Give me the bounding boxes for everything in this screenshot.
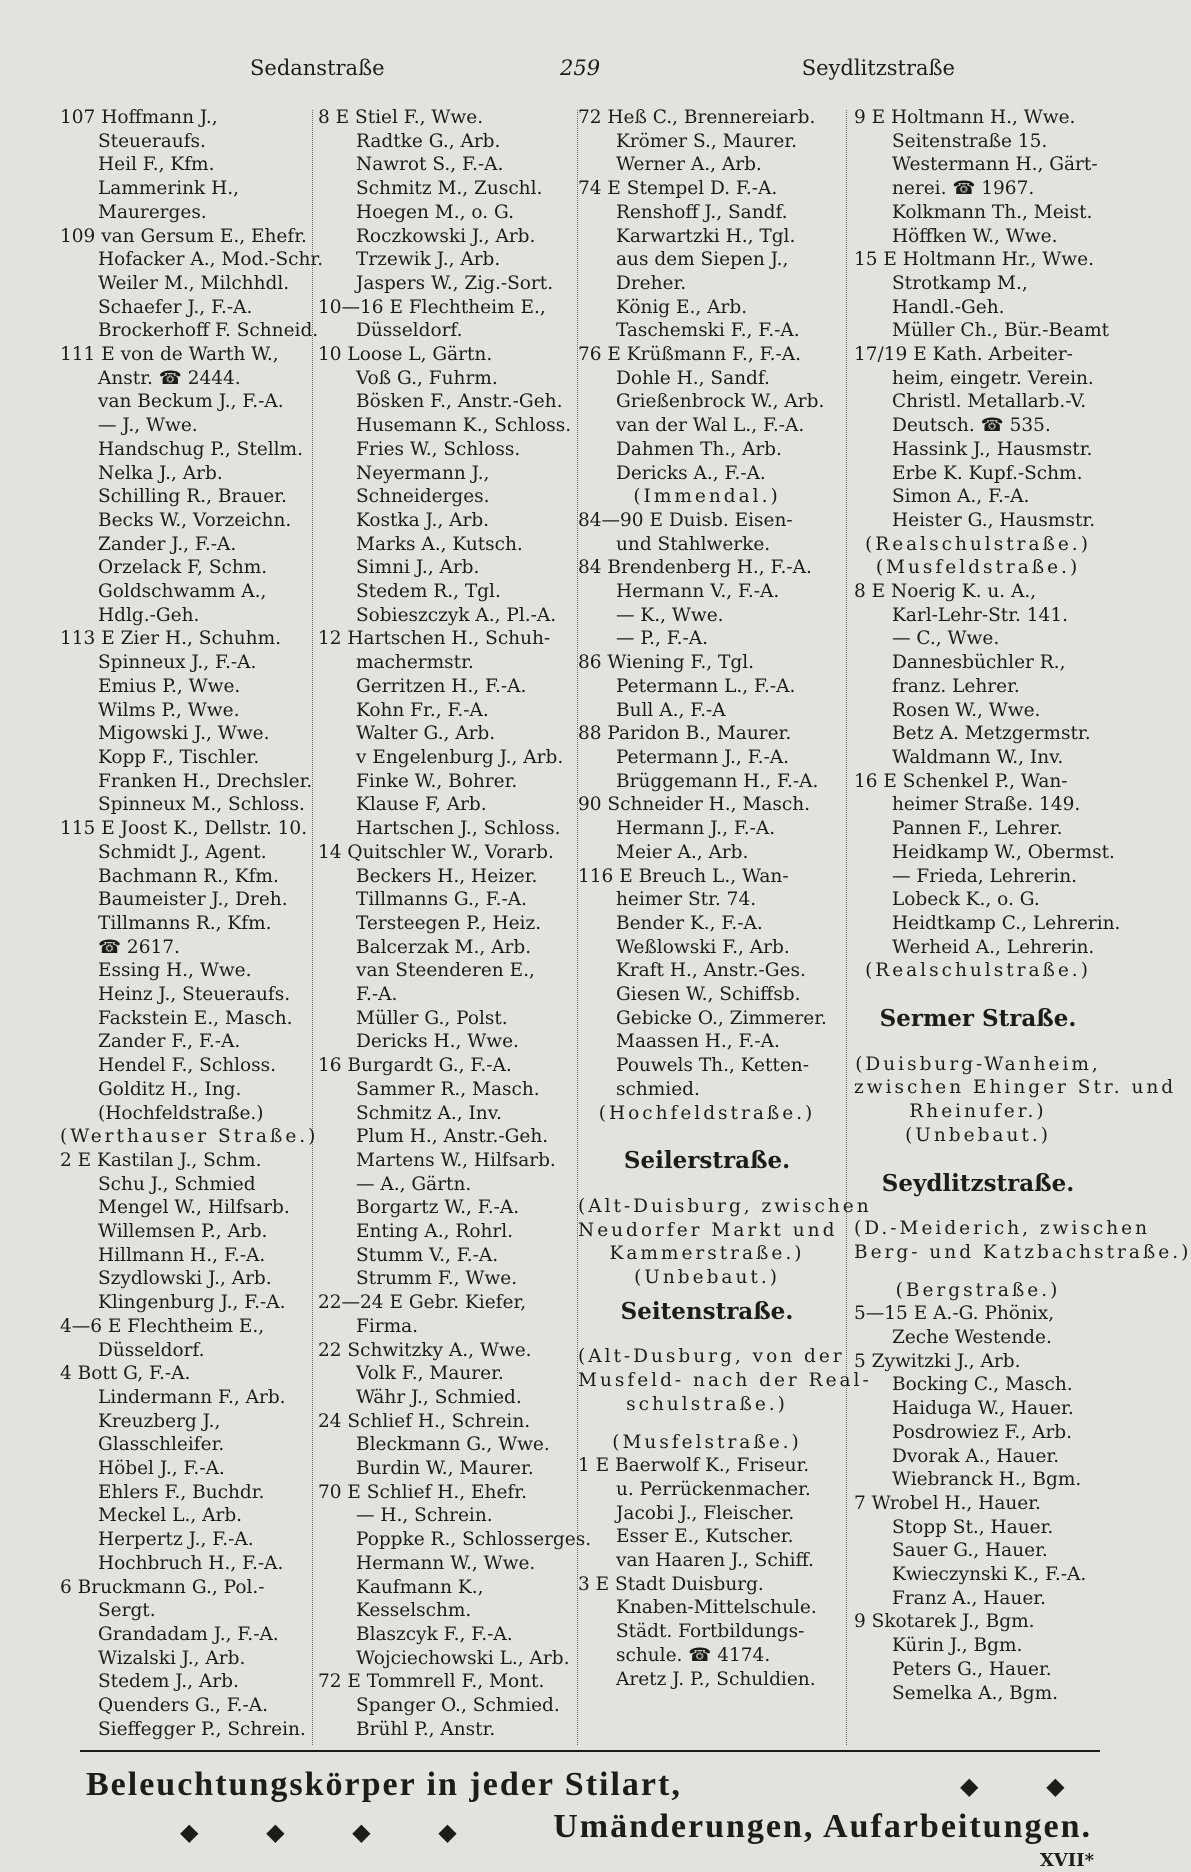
directory-entry: Marks A., Kutsch. — [356, 533, 523, 555]
spacer — [578, 1417, 836, 1431]
directory-entry: Knaben-Mittelschule. — [616, 1597, 817, 1619]
street-note: (Duisburg-Wanheim, — [855, 1053, 1101, 1075]
directory-entry: Hochbruch H., F.-A. — [98, 1552, 284, 1574]
directory-entry: Karl-Lehr-Str. 141. — [892, 604, 1068, 626]
directory-entry: van Beckum J., F.-A. — [98, 391, 284, 413]
directory-entry: Rosen W., Wwe. — [892, 699, 1041, 721]
directory-entry: Haiduga W., Hauer. — [892, 1398, 1074, 1420]
directory-entry: Schmitz M., Zuschl. — [356, 178, 543, 200]
directory-entry: 113 E Zier H., Schuhm. — [60, 628, 281, 650]
directory-entry: Baumeister J., Dreh. — [98, 889, 288, 911]
directory-entry: u. Perrückenmacher. — [616, 1478, 811, 1500]
directory-entry: Stopp St., Hauer. — [892, 1516, 1054, 1538]
directory-entry: Dericks H., Wwe. — [356, 1031, 519, 1053]
directory-entry: Pouwels Th., Ketten- — [616, 1055, 809, 1077]
directory-entry: Brockerhoff F. Schneid. — [98, 320, 319, 342]
directory-entry: Schilling R., Brauer. — [98, 486, 287, 508]
directory-entry: Poppke R., Schlosserges. — [356, 1529, 592, 1551]
directory-entry: Kwieczynski K., F.-A. — [892, 1564, 1087, 1586]
directory-entry: Sauer G., Hauer. — [892, 1540, 1048, 1562]
spacer — [854, 983, 1102, 997]
directory-entry: Quenders G., F.-A. — [98, 1695, 269, 1717]
directory-entry: Giesen W., Schiffsb. — [616, 984, 801, 1006]
directory-entry: 72 E Tommrell F., Mont. — [318, 1671, 545, 1693]
directory-entry: 9 E Holtmann H., Wwe. — [854, 107, 1076, 128]
signature-mark: XVII* — [1039, 1850, 1094, 1871]
directory-entry: Dahmen Th., Arb. — [616, 438, 782, 460]
directory-entry: Brüggemann H., F.-A. — [616, 770, 819, 792]
directory-entry: Goldschwamm A., — [98, 581, 267, 603]
directory-entry: 88 Paridon B., Maurer. — [578, 723, 792, 745]
directory-entry: — C., Wwe. — [892, 628, 1000, 650]
page-header — [100, 56, 1110, 90]
street-note: Berg- und Katzbachstraße.) — [854, 1241, 1191, 1263]
directory-entry: Müller G., Polst. — [356, 1007, 508, 1029]
ornament-diamonds: ◆ ◆ — [960, 1772, 1095, 1800]
street-heading: Seitenstraße. — [620, 1297, 794, 1325]
street-note: Kammerstraße.) — [609, 1243, 805, 1265]
directory-entry: Sergt. — [98, 1600, 156, 1622]
directory-entry: 6 Bruckmann G., Pol.- — [60, 1576, 265, 1598]
directory-entry: Meier A., Arb. — [616, 841, 749, 863]
directory-entry: Zander J., F.-A. — [98, 533, 237, 555]
directory-entry: Zander F., F.-A. — [98, 1031, 241, 1053]
directory-entry: Heister G., Hausmstr. — [892, 509, 1096, 531]
street-note: (Realschulstraße.) — [865, 533, 1091, 555]
spacer — [578, 1125, 836, 1139]
directory-entry: 22—24 E Gebr. Kiefer, — [318, 1292, 527, 1314]
directory-entry: heim, eingetr. Verein. — [892, 367, 1094, 389]
directory-entry: 7 Wrobel H., Hauer. — [854, 1492, 1041, 1514]
directory-entry: 15 E Holtmann Hr., Wwe. — [854, 249, 1094, 271]
directory-entry: Höffken W., Wwe. — [892, 225, 1058, 247]
directory-entry: Simon A., F.-A. — [892, 486, 1030, 508]
directory-entry: Hermann J., F.-A. — [616, 818, 776, 840]
directory-entry: Spanger O., Schmied. — [356, 1695, 560, 1717]
directory-entry: Mengel W., Hilfsarb. — [98, 1197, 290, 1219]
directory-entry: — K., Wwe. — [616, 604, 724, 626]
directory-entry: Stumm V., F.-A. — [356, 1244, 499, 1266]
directory-entry: Klause F, Arb. — [356, 794, 487, 816]
directory-entry: Christl. Metallarb.-V. — [892, 391, 1087, 413]
directory-entry: Semelka A., Bgm. — [892, 1682, 1059, 1704]
directory-entry: Lammerink H., — [98, 178, 240, 200]
directory-entry: 12 Hartschen H., Schuh- — [318, 628, 551, 650]
directory-entry: Hermann W., Wwe. — [356, 1552, 536, 1574]
street-note: (Bergstraße.) — [895, 1279, 1061, 1301]
street-note: Neudorfer Markt und — [578, 1219, 838, 1241]
directory-entry: Dohle H., Sandf. — [616, 367, 770, 389]
directory-entry: Betz A. Metzgermstr. — [892, 723, 1091, 745]
directory-entry: Schmitz A., Inv. — [356, 1102, 502, 1124]
directory-entry: Kesselschm. — [356, 1600, 472, 1622]
directory-entry: 16 Burgardt G., F.-A. — [318, 1055, 512, 1077]
directory-entry: 76 E Krüßmann F., F.-A. — [578, 344, 801, 366]
directory-entry: Waldmann W., Inv. — [892, 746, 1064, 768]
directory-entry: Trzewik J., Arb. — [356, 249, 501, 271]
street-note: (Musfeldstraße.) — [875, 557, 1081, 579]
directory-entry: F.-A. — [356, 984, 398, 1006]
directory-entry: Willemsen P., Arb. — [98, 1221, 268, 1243]
directory-entry: Hassink J., Hausmstr. — [892, 438, 1093, 460]
directory-entry: Bösken F., Anstr.-Geh. — [356, 391, 563, 413]
street-heading: Sermer Straße. — [879, 1005, 1077, 1033]
directory-entry: Pannen F., Lehrer. — [892, 818, 1063, 840]
column-divider — [846, 110, 847, 1745]
directory-entry: Stedem J., Arb. — [98, 1671, 239, 1693]
spacer — [578, 1331, 836, 1345]
directory-entry: Taschemski F., F.-A. — [616, 320, 800, 342]
directory-entry: Schneiderges. — [356, 486, 490, 508]
directory-entry: Hermann V., F.-A. — [616, 581, 780, 603]
directory-entry: Hillmann H., F.-A. — [98, 1244, 266, 1266]
directory-entry: Nawrot S., F.-A. — [356, 154, 504, 176]
directory-entry: und Stahlwerke. — [616, 533, 771, 555]
directory-column-1 — [60, 106, 324, 1746]
directory-entry: Peters G., Hauer. — [892, 1658, 1052, 1680]
directory-entry: 70 E Schlief H., Ehefr. — [318, 1481, 527, 1503]
directory-entry: Hdlg.-Geh. — [98, 604, 200, 626]
directory-entry: Weiler M., Milchhdl. — [98, 272, 290, 294]
directory-entry: Sieffegger P., Schrein. — [98, 1718, 306, 1740]
directory-entry: Dericks A., F.-A. — [616, 462, 766, 484]
directory-entry: Hendel F., Schloss. — [98, 1055, 277, 1077]
directory-entry: Maurerges. — [98, 201, 207, 223]
directory-column-4 — [854, 106, 1191, 1746]
directory-entry: Hoegen M., o. G. — [356, 201, 514, 223]
directory-entry: Borgartz W., F.-A. — [356, 1197, 520, 1219]
directory-column-3 — [578, 106, 872, 1746]
spacer — [578, 1181, 836, 1195]
directory-entry: Bleckmann G., Wwe. — [356, 1434, 550, 1456]
directory-entry: Düsseldorf. — [356, 320, 463, 342]
directory-entry: Zeche Westende. — [892, 1327, 1052, 1349]
directory-entry: — P., F.-A. — [616, 628, 709, 650]
street-note: (Musfelstraße.) — [612, 1431, 802, 1453]
directory-entry: Grandadam J., F.-A. — [98, 1624, 279, 1645]
directory-entry: Klingenburg J., F.-A. — [98, 1292, 286, 1314]
directory-entry: Heidtkamp C., Lehrerin. — [892, 912, 1121, 934]
directory-entry: Bull A., F.-A — [616, 699, 726, 721]
header-right-street: Seydlitzstraße — [801, 56, 955, 80]
directory-entry: Lindermann F., Arb. — [98, 1386, 286, 1408]
directory-entry: Franz A., Hauer. — [892, 1587, 1046, 1609]
directory-entry: — H., Schrein. — [356, 1505, 493, 1527]
street-note: Rheinufer.) — [909, 1101, 1047, 1123]
directory-entry: Schaefer J., F.-A. — [98, 296, 253, 318]
directory-entry: Fackstein E., Masch. — [98, 1007, 293, 1029]
directory-entry: 109 van Gersum E., Ehefr. — [60, 225, 307, 247]
street-note: (Realschulstraße.) — [865, 960, 1091, 982]
directory-entry: Dvorak A., Hauer. — [892, 1445, 1060, 1467]
street-note: (Unbebaut.) — [905, 1124, 1051, 1146]
spacer — [854, 1265, 1102, 1279]
directory-entry: Simni J., Arb. — [356, 557, 480, 579]
directory-entry: Franken H., Drechsler. — [98, 770, 313, 792]
directory-entry: Jacobi J., Fleischer. — [616, 1502, 795, 1524]
directory-entry: Esser E., Kutscher. — [616, 1526, 794, 1548]
directory-entry: 16 E Schenkel P., Wan- — [854, 770, 1068, 792]
directory-entry: Lobeck K., o. G. — [892, 889, 1040, 911]
directory-entry: Heinz J., Steueraufs. — [98, 984, 291, 1006]
street-note: (Alt-Dusburg, von der — [578, 1346, 845, 1368]
directory-entry: van Steenderen E., — [356, 960, 535, 982]
directory-entry: Schu J., Schmied — [98, 1173, 256, 1195]
directory-entry: Blaszcyk F., F.-A. — [356, 1624, 513, 1645]
page-number: 259 — [560, 56, 601, 80]
directory-entry: nerei. ☎ 1967. — [892, 178, 1035, 200]
directory-entry: Radtke G., Arb. — [356, 130, 501, 152]
directory-entry: Kohn Fr., F.-A. — [356, 699, 489, 721]
directory-entry: 10—16 E Flechtheim E., — [318, 296, 546, 318]
directory-entry: 84—90 E Duisb. Eisen- — [578, 509, 793, 531]
directory-entry: Werheid A., Lehrerin. — [892, 936, 1095, 958]
directory-entry: Wizalski J., Arb. — [98, 1647, 246, 1669]
directory-entry: 86 Wiening F., Tgl. — [578, 652, 755, 674]
directory-entry: heimer Straße. 149. — [892, 794, 1081, 816]
directory-entry: Sobieszczyk A., Pl.-A. — [356, 604, 557, 626]
directory-entry: Dannesbüchler R., — [892, 652, 1066, 674]
directory-entry: Aretz J. P., Schuldien. — [616, 1668, 816, 1690]
directory-entry: 4—6 E Flechtheim E., — [60, 1315, 265, 1337]
directory-entry: Plum H., Anstr.-Geh. — [356, 1126, 549, 1148]
directory-entry: Strumm F., Wwe. — [356, 1268, 518, 1290]
directory-entry: 116 E Breuch L., Wan- — [578, 865, 789, 887]
directory-entry: Steueraufs. — [98, 130, 206, 152]
directory-entry: 84 Brendenberg H., F.-A. — [578, 557, 812, 579]
directory-entry: — J., Wwe. — [98, 415, 198, 437]
directory-entry: 107 Hoffmann J., — [60, 107, 218, 128]
directory-entry: 111 E von de Warth W., — [60, 344, 279, 366]
street-note: (Werthauser Straße.) — [60, 1126, 319, 1148]
directory-entry: 5—15 E A.-G. Phönix, — [854, 1303, 1055, 1325]
directory-entry: Spinneux M., Schloss. — [98, 794, 305, 816]
directory-entry: Bocking C., Masch. — [892, 1374, 1073, 1396]
directory-entry: Renshoff J., Sandf. — [616, 201, 788, 223]
directory-entry: Kostka J., Arb. — [356, 509, 490, 531]
directory-entry: 4 Bott G, F.-A. — [60, 1363, 191, 1385]
directory-entry: Petermann J., F.-A. — [616, 746, 790, 768]
directory-entry: Szydlowski J., Arb. — [98, 1268, 272, 1290]
directory-entry: 72 Heß C., Brennereiarb. — [578, 107, 816, 128]
directory-entry: Bachmann R., Kfm. — [98, 865, 279, 887]
directory-entry: Essing H., Wwe. — [98, 960, 252, 982]
ornament-diamonds: ◆ ◆ ◆ ◆ — [180, 1818, 487, 1846]
directory-entry: 90 Schneider H., Masch. — [578, 794, 811, 816]
directory-entry: Deutsch. ☎ 535. — [892, 415, 1051, 437]
directory-entry: 9 Skotarek J., Bgm. — [854, 1611, 1035, 1633]
directory-entry: Städt. Fortbildungs- — [616, 1621, 805, 1643]
street-heading: Seilerstraße. — [623, 1147, 791, 1175]
directory-entry: Tillmanns G., F.-A. — [356, 889, 527, 911]
directory-entry: Gebicke O., Zimmerer. — [616, 1007, 827, 1029]
directory-entry: Westermann H., Gärt- — [892, 154, 1098, 176]
directory-entry: Tillmanns R., Kfm. — [98, 912, 272, 934]
directory-entry: Volk F., Maurer. — [356, 1363, 504, 1385]
directory-entry: Schmidt J., Agent. — [98, 841, 267, 863]
street-note: zwischen Ehinger Str. und — [854, 1077, 1177, 1099]
directory-entry: Grießenbrock W., Arb. — [616, 391, 825, 413]
street-note: (Unbebaut.) — [634, 1267, 780, 1289]
directory-entry: Meckel L., Arb. — [98, 1505, 243, 1527]
directory-entry: König E., Arb. — [616, 296, 748, 318]
directory-entry: Wojciechowski L., Arb. — [356, 1647, 570, 1669]
directory-entry: Höbel J., F.-A. — [98, 1458, 225, 1480]
directory-entry: Kreuzberg J., — [98, 1410, 221, 1432]
directory-entry: Petermann L., F.-A. — [616, 675, 796, 697]
street-note: (D.-Meiderich, zwischen — [854, 1218, 1151, 1240]
directory-entry: Bender K., F.-A. — [616, 912, 763, 934]
directory-entry: Kaufmann K., — [356, 1576, 484, 1598]
directory-entry: Roczkowski J., Arb. — [356, 225, 536, 247]
directory-entry: Fries W., Schloss. — [356, 438, 521, 460]
directory-entry: — Frieda, Lehrerin. — [892, 865, 1078, 887]
directory-entry: ☎ 2617. — [98, 936, 180, 958]
directory-entry: Posdrowiez F., Arb. — [892, 1421, 1073, 1443]
directory-entry: Heidkamp W., Obermst. — [892, 841, 1115, 863]
directory-entry: Strotkamp M., — [892, 272, 1028, 294]
directory-entry: Enting A., Rohrl. — [356, 1221, 514, 1243]
directory-entry: Müller Ch., Bür.-Beamt — [892, 320, 1110, 342]
directory-entry: Wilms P., Wwe. — [98, 699, 240, 721]
directory-entry: Kraft H., Anstr.-Ges. — [616, 960, 806, 982]
directory-entry: schule. ☎ 4174. — [616, 1644, 771, 1666]
directory-entry: Glasschleifer. — [98, 1434, 225, 1456]
directory-entry: Kolkmann Th., Meist. — [892, 201, 1093, 223]
street-note: schulstraße.) — [626, 1393, 788, 1415]
directory-entry: 22 Schwitzky A., Wwe. — [318, 1339, 532, 1361]
directory-entry: Kopp F., Tischler. — [98, 746, 260, 768]
directory-entry: Emius P., Wwe. — [98, 675, 241, 697]
advertisement-footer — [80, 1750, 1100, 1870]
spacer — [854, 1203, 1102, 1217]
directory-entry: 5 Zywitzki J., Arb. — [854, 1350, 1021, 1372]
directory-entry: van Haaren J., Schiff. — [616, 1550, 814, 1572]
directory-entry: Walter G., Arb. — [356, 723, 496, 745]
directory-entry: Stedem R., Tgl. — [356, 581, 501, 603]
directory-entry: 1 E Baerwolf K., Friseur. — [578, 1455, 810, 1477]
column-divider — [312, 110, 313, 1745]
directory-entry: Brühl P., Anstr. — [356, 1718, 496, 1740]
directory-entry: Martens W., Hilfsarb. — [356, 1149, 556, 1171]
directory-entry: Golditz H., Ing. — [98, 1078, 242, 1100]
directory-entry: 8 E Noerig K. u. A., — [854, 581, 1037, 603]
directory-entry: 17/19 E Kath. Arbeiter- — [854, 344, 1073, 366]
directory-entry: Burdin W., Maurer. — [356, 1458, 534, 1480]
directory-entry: Orzelack F, Schm. — [98, 557, 268, 579]
directory-entry: — A., Gärtn. — [356, 1173, 472, 1195]
directory-entry: Firma. — [356, 1315, 419, 1337]
directory-entry: franz. Lehrer. — [892, 675, 1020, 697]
street-note: (Hochfeldstraße.) — [598, 1102, 816, 1124]
directory-entry: Husemann K., Schloss. — [356, 415, 572, 437]
directory-entry: Tersteegen P., Heiz. — [356, 912, 542, 934]
ad-line-1: Beleuchtungskörper in jeder Stilart, — [86, 1766, 682, 1803]
directory-column-2 — [318, 106, 592, 1746]
street-note: (Immendal.) — [633, 486, 781, 508]
directory-entry: Handschug P., Stellm. — [98, 438, 303, 460]
directory-entry: Jaspers W., Zig.-Sort. — [356, 272, 554, 294]
street-note: Musfeld- nach der Real- — [578, 1370, 872, 1392]
directory-entry: 14 Quitschler W., Vorarb. — [318, 841, 554, 863]
directory-entry: heimer Str. 74. — [616, 889, 757, 911]
street-note: (Alt-Duisburg, zwischen — [578, 1195, 872, 1217]
directory-entry: Sammer R., Masch. — [356, 1078, 540, 1100]
directory-entry: van der Wal L., F.-A. — [616, 415, 805, 437]
directory-entry: 74 E Stempel D. F.-A. — [578, 178, 778, 200]
directory-entry: Voß G., Fuhrm. — [356, 367, 498, 389]
spacer — [854, 1148, 1102, 1162]
directory-entry: Spinneux J., F.-A. — [98, 652, 257, 674]
directory-entry: Migowski J., Wwe. — [98, 723, 270, 745]
directory-entry: 8 E Stiel F., Wwe. — [318, 107, 484, 128]
directory-entry: 115 E Joost K., Dellstr. 10. — [60, 818, 308, 840]
directory-entry: Herpertz J., F.-A. — [98, 1529, 254, 1551]
directory-entry: 24 Schlief H., Schrein. — [318, 1410, 531, 1432]
directory-entry: Seitenstraße 15. — [892, 130, 1048, 152]
directory-entry: Beckers H., Heizer. — [356, 865, 538, 887]
directory-entry: Währ J., Schmied. — [356, 1386, 522, 1408]
directory-entry: Heil F., Kfm. — [98, 154, 215, 176]
directory-entry: Kürin J., Bgm. — [892, 1635, 1023, 1657]
directory-entry: 10 Loose L, Gärtn. — [318, 344, 493, 366]
directory-entry: 2 E Kastilan J., Schm. — [60, 1149, 262, 1171]
directory-entry: Gerritzen H., F.-A. — [356, 675, 527, 697]
header-left-street: Sedanstraße — [250, 56, 385, 80]
directory-entry: Erbe K. Kupf.-Schm. — [892, 462, 1083, 484]
directory-entry: Nelka J., Arb. — [98, 462, 223, 484]
directory-entry: Finke W., Bohrer. — [356, 770, 518, 792]
directory-entry: Neyermann J., — [356, 462, 490, 484]
directory-entry: Maassen H., F.-A. — [616, 1031, 780, 1053]
directory-entry: Balcerzak M., Arb. — [356, 936, 532, 958]
directory-entry: v Engelenburg J., Arb. — [356, 746, 564, 768]
ad-line-2: Umänderungen, Aufarbeitungen. — [553, 1808, 1092, 1845]
directory-entry: Wiebranck H., Bgm. — [892, 1469, 1082, 1491]
directory-entry: Becks W., Vorzeichn. — [98, 509, 292, 531]
directory-entry: 3 E Stadt Duisburg. — [578, 1573, 764, 1595]
directory-entry: aus dem Siepen J., — [616, 249, 789, 271]
directory-entry: Düsseldorf. — [98, 1339, 205, 1361]
directory-entry: Hartschen J., Schloss. — [356, 818, 561, 840]
directory-entry: Anstr. ☎ 2444. — [98, 367, 241, 389]
directory-entry: Weßlowski F., Arb. — [616, 936, 790, 958]
directory-entry: Dreher. — [616, 272, 687, 294]
street-heading: Seydlitzstraße. — [881, 1169, 1075, 1197]
directory-entry: Karwartzki H., Tgl. — [616, 225, 796, 247]
directory-entry: Hofacker A., Mod.-Schr. — [98, 249, 324, 271]
directory-entry: Krömer S., Maurer. — [616, 130, 798, 152]
directory-entry: schmied. — [616, 1078, 700, 1100]
directory-entry: Handl.-Geh. — [892, 296, 1005, 318]
directory-entry: Ehlers F., Buchdr. — [98, 1481, 265, 1503]
directory-entry: machermstr. — [356, 652, 474, 674]
directory-entry: (Hochfeldstraße.) — [98, 1102, 264, 1124]
spacer — [854, 1039, 1102, 1053]
directory-entry: Werner A., Arb. — [616, 154, 762, 176]
